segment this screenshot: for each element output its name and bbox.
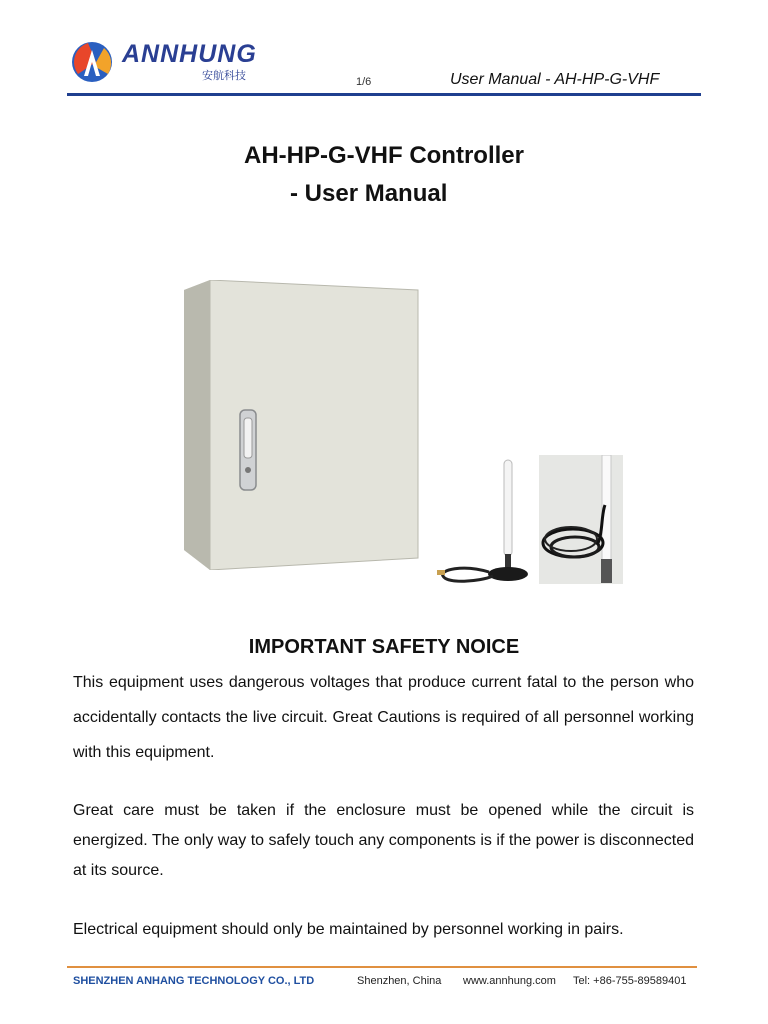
safety-paragraph-3: Electrical equipment should only be maintained by personnel working in pairs. (73, 921, 624, 938)
page-number: 1/6 (356, 76, 372, 88)
antenna-magnetic-base-image (433, 458, 533, 588)
running-header-title: User Manual - AH-HP-G-VHF (450, 71, 660, 88)
controller-cabinet-image (180, 280, 420, 570)
logo-chinese-text: 安航科技 (202, 69, 246, 82)
document-title-line-2: - User Manual (290, 180, 448, 207)
header-divider (67, 93, 701, 96)
footer-company-name: SHENZHEN ANHANG TECHNOLOGY CO., LTD (73, 975, 315, 987)
footer-divider (67, 966, 697, 968)
footer-website: www.annhung.com (463, 975, 556, 987)
safety-paragraph-2: Great care must be taken if the enclosure must be opened while the circuit is energized. The only way to safely touch any components is if the power is disconnected at its source. (73, 802, 694, 879)
logo-text: ANNHUNG (122, 40, 257, 68)
safety-heading: IMPORTANT SAFETY NOICE (248, 636, 520, 658)
footer-city: Shenzhen, China (357, 975, 442, 987)
footer-telephone: Tel: +86-755-89589401 (573, 975, 687, 987)
document-title-line-1: AH-HP-G-VHF Controller (244, 142, 524, 169)
safety-paragraph-1: This equipment uses dangerous voltages that produce current fatal to the person who accidentally contacts the live circuit. Great Cautions is required of all personnel working with this equipment. (73, 674, 694, 761)
antenna-fiberglass-image (539, 455, 623, 584)
